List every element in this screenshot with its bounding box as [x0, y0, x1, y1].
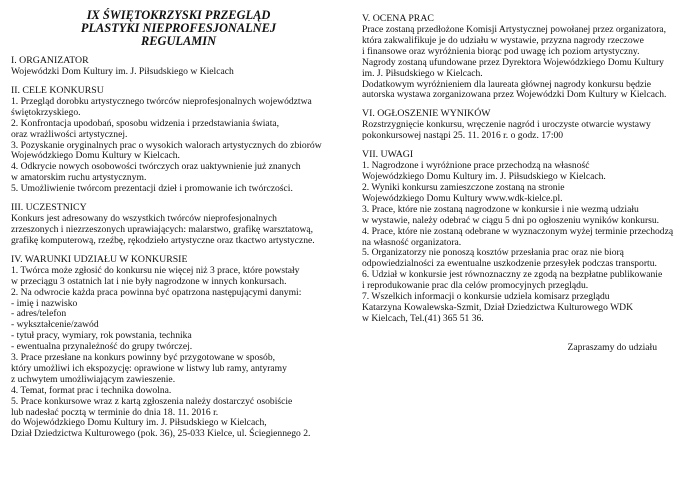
section-heading: VI. OGŁOSZENIE WYNIKÓW — [362, 108, 491, 120]
section-line: Katarzyna Kowalewska-Szmit, Dział Dziedzictwa Kulturowego WDK — [362, 301, 634, 313]
section-heading: I. ORGANIZATOR — [11, 55, 89, 66]
section-line: Wojewódzki Dom Kultury im. J. Piłsudskiego w Kielcach — [11, 66, 234, 77]
section-line: - tytuł pracy, wymiary, rok powstania, technika — [11, 330, 192, 342]
section-line: zrzeszonych i niezrzeszonych uprawiających: malarstwo, grafikę warsztatową, — [11, 223, 314, 235]
section-line: 4. Odkrycie nowych osobowości twórczych oraz uaktywnienie już znanych — [11, 161, 301, 173]
section-line: która zakwalifikuje je do udziału w wystawie, przyzna nagrody rzeczowe — [362, 34, 644, 46]
section-heading: II. CELE KONKURSU — [11, 84, 104, 96]
section-line: - wykształcenie/zawód — [11, 319, 99, 331]
section-line: Nagrody zostaną ufundowane przez Dyrektora Wojewódzkiego Domu Kultury — [362, 56, 664, 68]
document-title — [11, 9, 346, 48]
section-line: w przeciągu 3 ostatnich lat i nie były nagrodzone w innych konkursach. — [11, 275, 287, 287]
section-line: pokonkursowej nastąpi 25. 11. 2016 r. o godz. 17:00 — [362, 130, 564, 142]
section-line: odpowiedzialności za ewentualne uszkodzenie przesyłek podczas transportu. — [362, 258, 657, 270]
section-line: 7. Wszelkich informacji o konkursie udziela komisarz przeglądu — [362, 291, 610, 303]
section-line: na własność organizatora. — [362, 236, 462, 248]
section-line: 4. Prace, które nie zostaną odebrane w wyznaczonym wyżej terminie przechodzą — [362, 225, 674, 237]
section-heading: V. OCENA PRAC — [362, 13, 434, 24]
section-heading: IV. WARUNKI UDZIAŁU W KONKURSIE — [11, 253, 188, 265]
section — [11, 254, 346, 441]
section-line: w Kielcach, Tel.(41) 365 51 36. — [362, 312, 484, 324]
closing-text: Zapraszamy do udziału — [567, 341, 657, 353]
section-line: do Wojewódzkiego Domu Kultury im. J. Piłsudskiego w Kielcach, — [11, 417, 267, 429]
section-line: Rozstrzygnięcie konkursu, wręczenie nagród i uroczyste otwarcie wystawy — [362, 119, 651, 131]
title-line: REGULAMIN — [140, 34, 217, 48]
title-line: IX ŚWIĘTOKRZYSKI PRZEGLĄD — [86, 8, 271, 22]
section-line: 2. Wyniki konkursu zamieszczone zostaną na stronie — [362, 181, 565, 193]
section-line: Konkurs jest adresowany do wszystkich twórców nieprofesjonalnych — [11, 213, 277, 225]
section — [11, 202, 346, 247]
section-line: i finansowe oraz wyróżnienia biorąc pod uwagę ich poziom artystyczny. — [362, 45, 640, 57]
right-sections — [362, 13, 695, 325]
section-line: 5. Umożliwienie twórcom prezentacji dzieł i promowanie ich twórczości. — [11, 183, 293, 195]
section-line: z uchwytem umożliwiającym zawieszenie. — [11, 373, 176, 385]
section-line: - ewentualna przynależność do grupy twórczej. — [11, 341, 193, 353]
section-line: i reprodukowanie prac dla celów promocyjnych przeglądu. — [362, 280, 589, 292]
section-line: - adres/telefon — [11, 308, 67, 320]
section-line: grafikę komputerową, rzeźbę, rękodzieło artystyczne oraz tkactwo artystyczne. — [11, 234, 315, 246]
left-column — [11, 0, 346, 440]
section — [362, 13, 695, 101]
section-line: który umożliwi ich ekspozycję: oprawione w listwy lub ramy, antyramy — [11, 362, 287, 374]
section — [11, 55, 346, 78]
section-line: oraz wrażliwości artystycznej. — [11, 128, 128, 140]
section-line: autorska wystawa zorganizowana przez Wojewódzki Dom Kultury w Kielcach. — [362, 89, 667, 101]
section-line: Wojewódzkiego Domu Kultury im. J. Piłsudskiego w Kielcach. — [362, 171, 606, 183]
right-column — [362, 0, 695, 354]
section-line: lub nadesłać pocztą w terminie do dnia 18. 11. 2016 r. — [11, 406, 219, 418]
section-line: 4. Temat, format prac i technika dowolna. — [11, 384, 172, 396]
section-line: 5. Prace konkursowe wraz z kartą zgłoszenia należy dostarczyć osobiście — [11, 395, 293, 407]
section-line: Prace zostaną przedłożone Komisji Artystycznej powołanej przez organizatora, — [362, 24, 667, 35]
section — [362, 149, 695, 325]
section-heading: VII. UWAGI — [362, 149, 414, 161]
section-line: świętokrzyskiego. — [11, 106, 81, 118]
section-line: - imię i nazwisko — [11, 297, 78, 309]
section-heading: III. UCZESTNICY — [11, 202, 87, 214]
section-line: 3. Prace przesłane na konkurs powinny być przygotowane w sposób, — [11, 352, 276, 364]
left-sections — [11, 55, 346, 440]
section-line: im. J. Piłsudskiego w Kielcach. — [362, 67, 483, 79]
section-line: 1. Przegląd dorobku artystycznego twórców nieprofesjonalnych województwa — [11, 95, 312, 107]
section-line: 5. Organizatorzy nie ponoszą kosztów przesłania prac oraz nie biorą — [362, 247, 624, 259]
section-line: 6. Udział w konkursie jest równoznaczny ze zgodą na bezpłatne publikowanie — [362, 269, 663, 281]
section-line: 2. Na odwrocie każda praca powinna być opatrzona następującymi danymi: — [11, 286, 302, 298]
section-line: 3. Pozyskanie oryginalnych prac o wysokich walorach artystycznych do zbiorów — [11, 139, 322, 151]
section-line: 3. Prace, które nie zostaną nagrodzone w konkursie i nie wezmą udziału — [362, 203, 639, 215]
section-line: w amatorskim ruchu artystycznym. — [11, 172, 147, 184]
section-line: Dodatkowym wyróżnieniem dla laureata głównej nagrody konkursu będzie — [362, 78, 652, 90]
section-line: 2. Konfrontacja upodobań, sposobu widzenia i przedstawiania świata, — [11, 117, 280, 129]
section — [362, 108, 695, 142]
section-line: 1. Nagrodzone i wyróżnione prace przechodzą na własność — [362, 160, 590, 172]
section — [11, 85, 346, 195]
section-line: Wojewódzkiego Domu Kultury w Kielcach. — [11, 150, 180, 162]
section-line: Wojewódzkiego Domu Kultury www.wdk-kielce.pl. — [362, 192, 563, 204]
section-line: w wystawie, należy odebrać w ciągu 5 dni po ogłoszeniu wyników konkursu. — [362, 214, 660, 226]
section-line: Dział Dziedzictwa Kulturowego (pok. 36), 25-033 Kielce, ul. Ściegiennego 2. — [11, 428, 311, 440]
section-line: 1. Twórca może zgłosić do konkursu nie więcej niż 3 prace, które powstały — [11, 264, 300, 276]
title-line: PLASTYKI NIEPROFESJONALNEJ — [80, 21, 277, 35]
